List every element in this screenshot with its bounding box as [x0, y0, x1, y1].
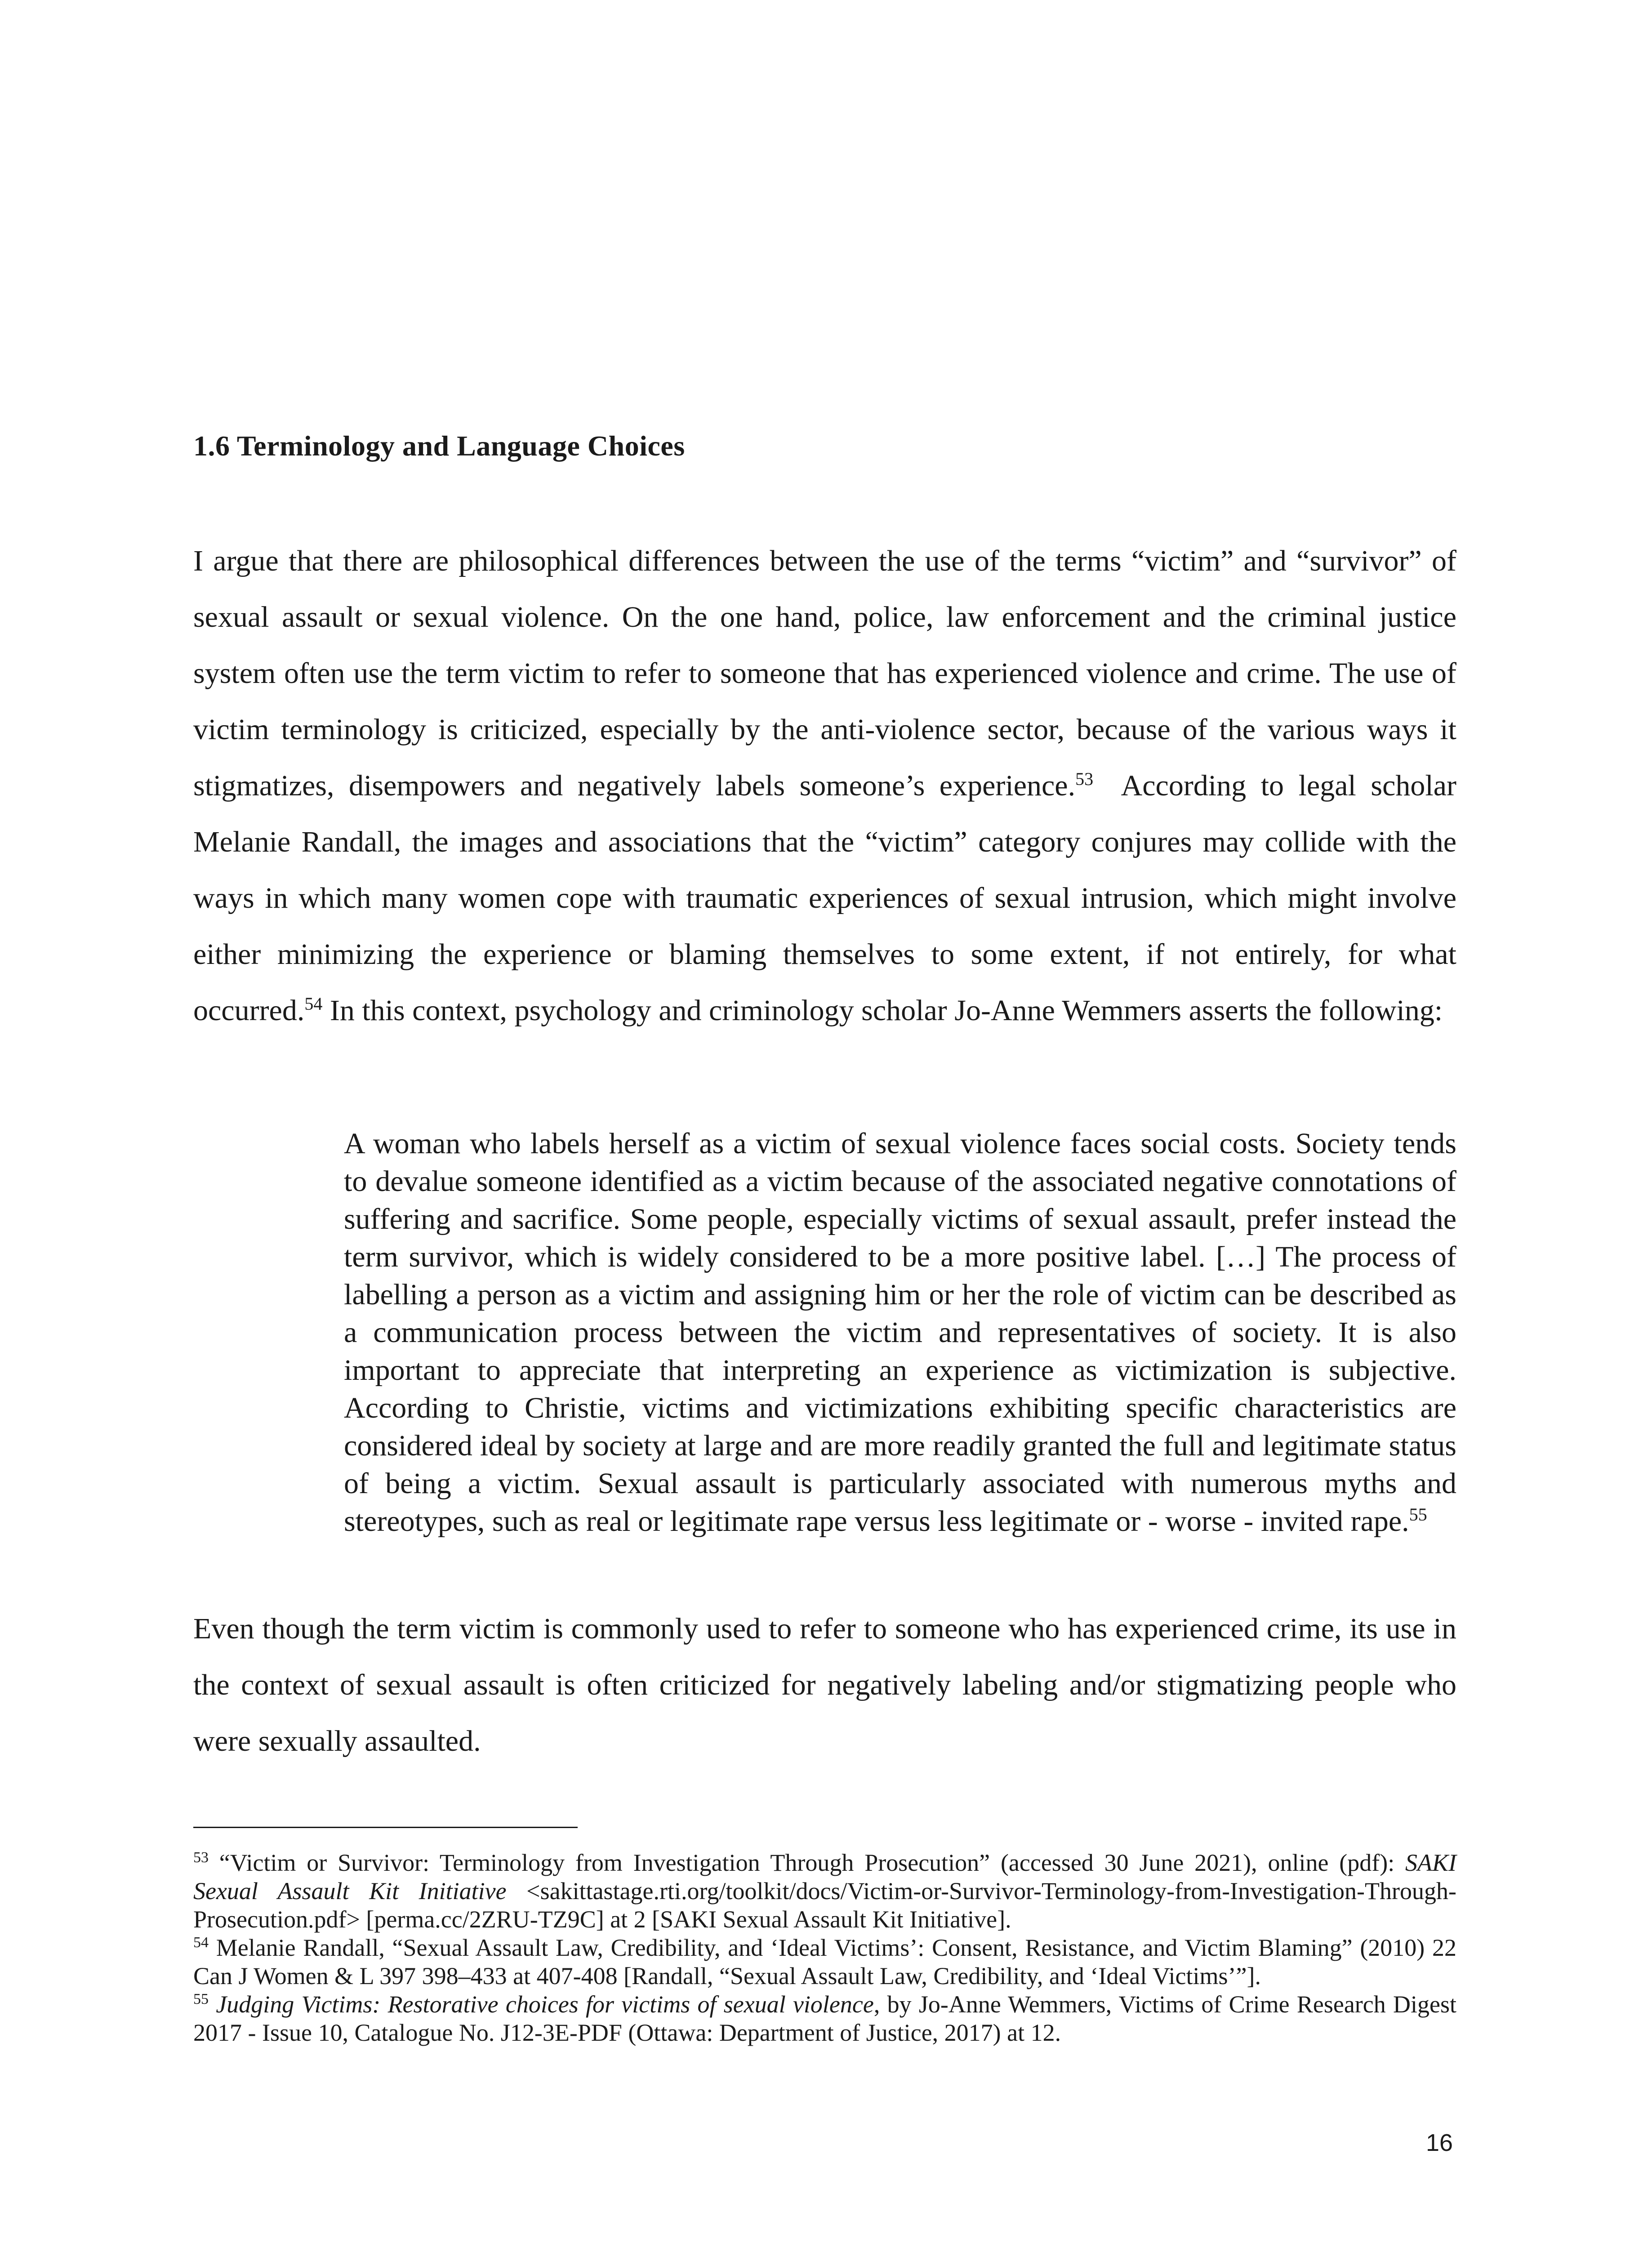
- footnotes-section: [193, 1849, 1456, 2047]
- paragraph-intro-sentence-1: I argue that there are philosophical differences between the use of the terms “victim” and “survivor” of sexual assault or sexual violence. On the one hand, police, law enforcement and the criminal justice system often use the term victim to refer to someone that has experienced violence and crime. The use of victim terminology is criticized, especially by the anti-violence sector, because of the various ways it stigmatizes, disempowers and negatively labels someone’s experience.: [193, 544, 1456, 802]
- footnote-text: <sakittastage.rti.org/toolkit/docs/Victim-or-Survivor-Terminology-from-Investigation-Through-Prosecution.pdf> [perma.cc/2ZRU-TZ9C] at 2 [SAKI Sexual Assault Kit Initiative].: [193, 1878, 1456, 1933]
- footnote-53: [193, 1849, 1456, 1934]
- footnote-number: 55: [193, 1991, 209, 2007]
- footnote-text: , by Jo-Anne Wemmers, Victims of Crime Research Digest 2017 - Issue 10, Catalogue No. J12-3E-PDF (Ottawa: Department of Justice, 2017) at 12.: [193, 1991, 1456, 2046]
- paragraph-conclusion: Even though the term victim is commonly used to refer to someone who has experienced crime, its use in the context of sexual assault is often criticized for negatively labeling and/or stigmatizing people who were sexually assaulted.: [193, 1612, 1456, 1757]
- footnote-ref-53[interactable]: 53: [1075, 769, 1094, 789]
- footnote-text: “Victim or Survivor: Terminology from Investigation Through Prosecution” (accessed 30 June 2021), online (pdf):: [209, 1849, 1405, 1876]
- paragraph-intro-sentence-3: In this context, psychology and criminology scholar Jo-Anne Wemmers asserts the following:: [330, 994, 1443, 1027]
- footnote-text: Melanie Randall, “Sexual Assault Law, Credibility, and ‘Ideal Victims’: Consent, Resistance, and Victim Blaming” (2010) 22 Can J Women & L 397 398–433 at 407-408 [Randall, “Sexual Assault Law, Credibility, and ‘Ideal Victims’”].: [193, 1934, 1456, 1989]
- footnote-number: 54: [193, 1934, 209, 1951]
- footnote-source-title: SAKI Sexual Assault Kit Initiative: [193, 1849, 1456, 1905]
- block-quote-text: A woman who labels herself as a victim of sexual violence faces social costs. Society tends to devalue someone identified as a victim because of the associated negative connotations of suffering and sacrifice. Some people, especially victims of sexual assault, prefer instead the term survivor, which is widely considered to be a more positive label. […] The process of labelling a person as a victim and assigning him or her the role of victim can be described as a communication process between the victim and representatives of society. It is also important to appreciate that interpreting an experience as victimization is subjective. According to Christie, victims and victimizations exhibiting specific characteristics are considered ideal by society at large and are more readily granted the full and legitimate status of being a victim. Sexual assault is particularly associated with numerous myths and stereotypes, such as real or legitimate rape versus less legitimate or - worse - invited rape.: [344, 1127, 1456, 1538]
- footnote-number: 53: [193, 1849, 209, 1866]
- section-heading: 1.6 Terminology and Language Choices: [193, 430, 685, 462]
- paragraph-intro-sentence-2: According to legal scholar Melanie Randall, the images and associations that the “victim” category conjures may collide with the ways in which many women cope with traumatic experiences of sexual intrusion, which might involve either minimizing the experience or blaming themselves to some extent, if not entirely, for what occurred.: [193, 769, 1456, 1027]
- page-number: 16: [1426, 2129, 1453, 2156]
- footnote-54: [193, 1934, 1456, 1990]
- block-quote: [344, 1125, 1456, 1540]
- footnote-source-title: Judging Victims: Restorative choices for victims of sexual violence: [209, 1991, 874, 2018]
- footnote-separator: [193, 1827, 578, 1828]
- paragraph-intro: [193, 533, 1456, 1039]
- footnote-55: [193, 1990, 1456, 2047]
- footnote-ref-54[interactable]: 54: [304, 994, 323, 1014]
- footnote-ref-55[interactable]: 55: [1409, 1504, 1427, 1525]
